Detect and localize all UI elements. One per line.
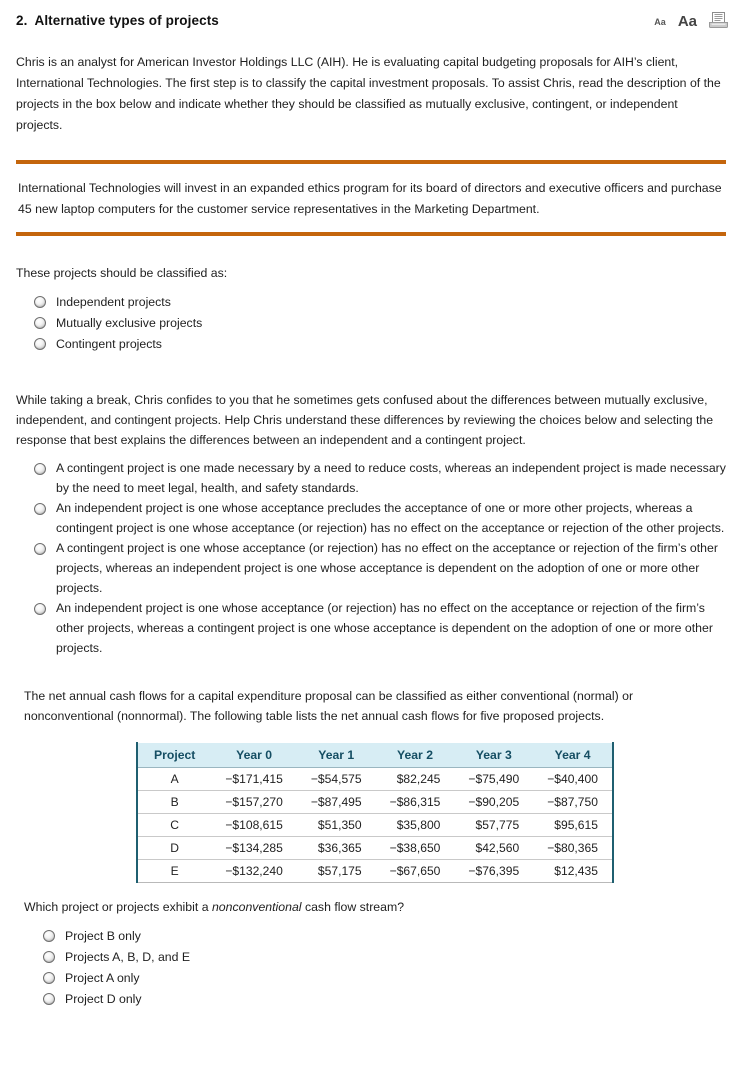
cell-year1: $51,350: [297, 814, 376, 837]
cell-year0: −$132,240: [225, 864, 283, 878]
cell-year3: −$76,395: [468, 864, 520, 878]
cell-year4: −$87,750: [533, 791, 613, 814]
cell-project: A: [137, 768, 211, 791]
page-title: [16, 13, 219, 28]
cell-year3: −$75,490: [454, 768, 533, 791]
cell-project: B: [137, 791, 211, 814]
cell-year4: $95,615: [533, 814, 613, 837]
table-head: [137, 743, 613, 768]
radio-option-c[interactable]: [34, 538, 742, 598]
cell-year0: −$108,615: [211, 814, 297, 837]
cell-year0: −$171,415: [211, 768, 297, 791]
cell-year2: $82,245: [376, 768, 455, 791]
cell-year0: −$134,285: [211, 837, 297, 860]
cell-year1: −$54,575: [297, 768, 376, 791]
radio-button-icon[interactable]: [34, 543, 46, 555]
cell-project: D: [137, 837, 211, 860]
table-row: [137, 814, 613, 837]
radio-button-icon[interactable]: [43, 993, 55, 1005]
radio-option-label: A contingent project is one made necessary by a need to reduce costs, whereas an independent project is made necessary by the need to meet legal, health, and safety standards.: [56, 461, 726, 495]
radio-option-project-b-only[interactable]: [43, 926, 742, 946]
cell-year4: −$80,365: [533, 837, 613, 860]
column-header-year2: Year 2: [376, 743, 455, 768]
table-row: [137, 791, 613, 814]
column-header-year1: Year 1: [297, 743, 376, 768]
radio-option-label: An independent project is one whose acceptance (or rejection) has no effect on the acceptance or rejection of the firm’s other projects, whereas a contingent project is one whose acceptance is dependent on the adoption of one or more other projects.: [56, 601, 713, 655]
question2-options: [0, 458, 742, 658]
cell-year2: −$38,650: [376, 837, 455, 860]
radio-button-icon[interactable]: [34, 296, 46, 308]
column-header-year0: Year 0: [211, 743, 297, 768]
radio-option-projects-abde[interactable]: [43, 947, 742, 967]
radio-option-label: Project A only: [65, 971, 140, 985]
cell-year4: −$40,400: [533, 768, 613, 791]
cell-year1: −$87,495: [297, 791, 376, 814]
radio-button-icon[interactable]: [34, 503, 46, 515]
page-title-text: Alternative types of projects: [34, 13, 219, 28]
radio-button-icon[interactable]: [34, 463, 46, 475]
header-tools: [654, 12, 728, 29]
decrease-font-size-button[interactable]: Aa: [654, 17, 666, 27]
radio-option-a[interactable]: [34, 458, 742, 498]
table-row: [137, 768, 613, 791]
cell-year2: −$86,315: [376, 791, 455, 814]
question4-options: [0, 926, 742, 1009]
column-header-year3: Year 3: [454, 743, 533, 768]
radio-option-label: Projects A, B, D, and E: [65, 950, 191, 964]
radio-button-icon[interactable]: [43, 930, 55, 942]
cell-project: C: [137, 814, 211, 837]
column-header-project: Project: [137, 743, 211, 768]
cell-year3: $57,775: [454, 814, 533, 837]
question1-prompt: These projects should be classified as:: [16, 266, 228, 280]
callout-text: International Technologies will invest in an expanded ethics program for its board of directors and executive officers and purchase 45 new laptop computers for the customer service representatives in the Marketing Department.: [18, 181, 722, 216]
cell-year3: −$90,205: [454, 791, 533, 814]
radio-option-project-a-only[interactable]: [43, 968, 742, 988]
radio-option-label: A contingent project is one whose acceptance (or rejection) has no effect on the acceptance or rejection of the firm’s other projects, whereas an independent project is one whose acceptance is dependent on the adoption of one or more other projects.: [56, 541, 718, 595]
question4-prompt: [0, 897, 742, 917]
radio-option-label: Independent projects: [56, 295, 171, 309]
radio-option-label: Project D only: [65, 992, 142, 1006]
cell-year1: $36,365: [297, 837, 376, 860]
question4-prompt-after: cash flow stream?: [301, 900, 405, 914]
cell-year4: $12,435: [554, 864, 598, 878]
question4-prompt-before: Which project or projects exhibit a: [24, 900, 212, 914]
column-header-year4: Year 4: [533, 743, 613, 768]
radio-option-project-d-only[interactable]: [43, 989, 742, 1009]
radio-button-icon[interactable]: [43, 972, 55, 984]
radio-option-d[interactable]: [34, 598, 742, 658]
page-title-number: 2.: [16, 13, 28, 28]
radio-option-label: Project B only: [65, 929, 141, 943]
radio-option-contingent[interactable]: [34, 334, 742, 354]
radio-button-icon[interactable]: [43, 951, 55, 963]
print-icon[interactable]: [709, 12, 728, 29]
intro-paragraph: Chris is an analyst for American Investor Holdings LLC (AIH). He is evaluating capital budgeting proposals for AIH’s client, International Technologies. The first step is to classify the capital investment proposals. To assist Chris, read the description of the projects in the box below and indicate whether they should be classified as mutually exclusive, contingent, or independent projects.: [16, 55, 721, 132]
cell-project: E: [170, 864, 179, 878]
cell-year2: −$67,650: [389, 864, 441, 878]
increase-font-size-button[interactable]: Aa: [677, 13, 697, 30]
table-row: [137, 860, 613, 883]
radio-button-icon[interactable]: [34, 338, 46, 350]
radio-option-label: An independent project is one whose acceptance precludes the acceptance of one or more other projects, whereas a contingent project is one whose acceptance (or rejection) has no effect on the acceptance or rejection of the other projects.: [56, 501, 725, 535]
project-description-callout: [16, 160, 726, 236]
radio-option-mutually-exclusive[interactable]: [34, 313, 742, 333]
cell-year2: $35,800: [376, 814, 455, 837]
table-body: [137, 768, 613, 883]
question3-prompt: The net annual cash flows for a capital expenditure proposal can be classified as either conventional (normal) or nonconventional (nonnormal). The following table lists the net annual cash flows for five proposed projects.: [24, 689, 634, 723]
table-header-row: [137, 743, 613, 768]
cell-year1: $57,175: [317, 864, 362, 878]
radio-button-icon[interactable]: [34, 317, 46, 329]
question1-options: [0, 292, 742, 354]
cash-flow-table: [136, 742, 614, 883]
question4-prompt-emphasis: nonconventional: [211, 900, 302, 914]
radio-option-b[interactable]: [34, 498, 742, 538]
page-header: [0, 0, 742, 38]
table-row: [137, 837, 613, 860]
radio-button-icon[interactable]: [34, 603, 46, 615]
question2-prompt: While taking a break, Chris confides to you that he sometimes gets confused about the differences between mutually exclusive, independent, and contingent projects. Help Chris understand these differences by reviewing the choices below and selecting the response that best explains the differences between an independent and a contingent project.: [16, 393, 714, 447]
radio-option-label: Contingent projects: [56, 337, 162, 351]
cash-flow-table-wrapper: [0, 742, 742, 883]
cell-year3: $42,560: [454, 837, 533, 860]
radio-option-independent[interactable]: [34, 292, 742, 312]
cell-year0: −$157,270: [211, 791, 297, 814]
radio-option-label: Mutually exclusive projects: [56, 316, 203, 330]
